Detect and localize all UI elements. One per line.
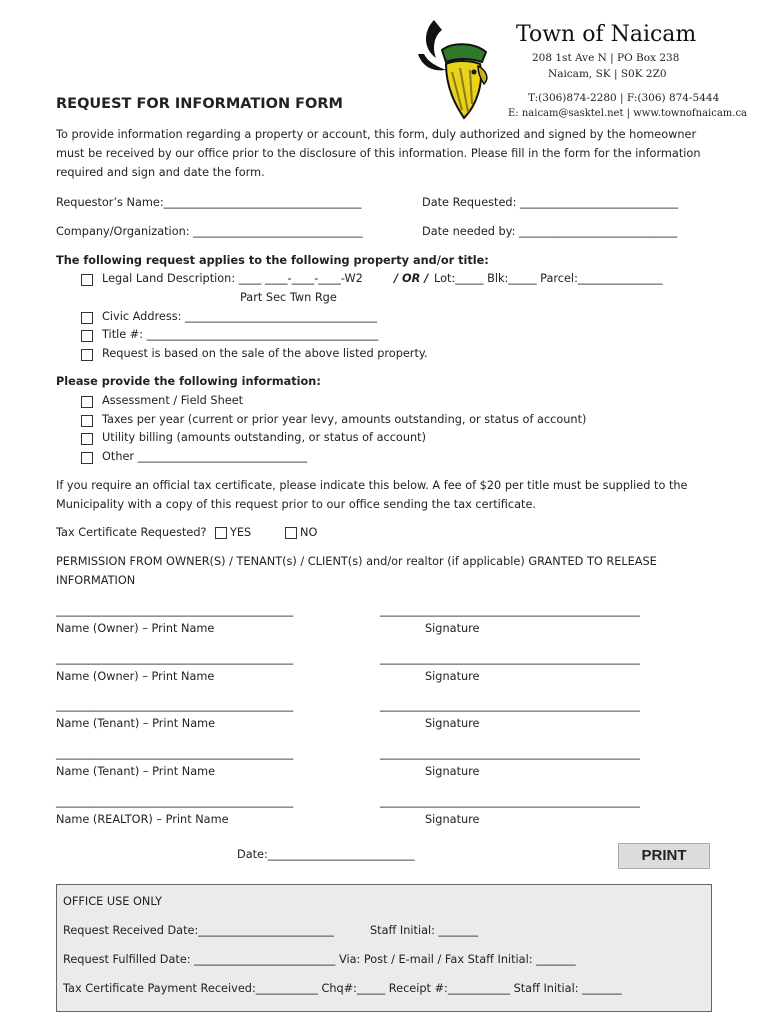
tax-certificate-no-label: NO xyxy=(300,526,318,539)
title-number-checkbox[interactable] xyxy=(81,330,93,342)
legal-land-sub-labels: Part Sec Twn Rge xyxy=(240,291,337,304)
sale-request-label: Request is based on the sale of the above listed property. xyxy=(102,347,428,360)
civic-address-field[interactable]: Civic Address: __________________________________ xyxy=(102,310,378,323)
office-use-panel xyxy=(56,884,712,1012)
owner-2-name-line[interactable]: __________________________________________ xyxy=(56,652,294,665)
signature-row-label: Name (Owner) – Print Name xyxy=(56,622,215,635)
date-needed-field[interactable]: Date needed by: ____________________________ xyxy=(422,225,678,238)
realtor-name-line[interactable]: __________________________________________ xyxy=(56,795,294,808)
date-requested-field[interactable]: Date Requested: ____________________________ xyxy=(422,196,679,209)
company-field[interactable]: Company/Organization: ______________________________ xyxy=(56,225,363,238)
signature-label: Signature xyxy=(425,813,480,826)
request-fulfilled-field[interactable]: Request Fulfilled Date: _________________________ Via: Post / E-mail / Fax Staff Initial: _______ xyxy=(63,953,576,966)
tax-certificate-line-2: Municipality with a copy of this request prior to our office sending the tax certificate. xyxy=(56,498,536,511)
phone-line: T:(306)874-2280 | F:(306) 874-5444 xyxy=(528,92,720,104)
intro-line-2: must be received by our office prior to the disclosure of this information. Please fill in the form for the information xyxy=(56,147,701,160)
tax-certificate-line-1: If you require an official tax certificate, please indicate this below. A fee of $20 per title must be supplied to the xyxy=(56,479,688,492)
signature-row-label: Name (REALTOR) – Print Name xyxy=(56,813,229,826)
other-checkbox[interactable] xyxy=(81,452,93,464)
payment-received-field[interactable]: Tax Certificate Payment Received:___________ Chq#:_____ Receipt #:___________ Staff Initial: _______ xyxy=(63,982,622,995)
permission-line-2: INFORMATION xyxy=(56,574,136,587)
utility-billing-checkbox[interactable] xyxy=(81,433,93,445)
request-section-heading: The following request applies to the following property and/or title: xyxy=(56,254,489,267)
address-line-1: 208 1st Ave N | PO Box 238 xyxy=(532,52,680,64)
or-label: / OR / xyxy=(394,272,429,285)
legal-land-checkbox[interactable] xyxy=(81,274,93,286)
email-line: E: naicam@sasktel.net | www.townofnaicam.ca xyxy=(508,108,748,119)
info-item-label: Utility billing (amounts outstanding, or status of account) xyxy=(102,431,427,444)
assessment-checkbox[interactable] xyxy=(81,396,93,408)
intro-line-3: required and sign and date the form. xyxy=(56,166,265,179)
lot-blk-parcel-field[interactable]: Lot:_____ Blk:_____ Parcel:_______________ xyxy=(434,272,663,285)
print-button[interactable]: PRINT xyxy=(618,843,710,869)
signature-row-label: Name (Tenant) – Print Name xyxy=(56,717,216,730)
signature-label: Signature xyxy=(425,622,480,635)
staff-initial-field[interactable]: Staff Initial: _______ xyxy=(370,924,479,937)
tenant-2-name-line[interactable]: __________________________________________ xyxy=(56,747,294,760)
info-item-label: Taxes per year (current or prior year levy, amounts outstanding, or status of account) xyxy=(102,413,587,426)
title-number-field[interactable]: Title #: _________________________________________ xyxy=(102,328,379,341)
tenant-signature-line[interactable]: ______________________________________________ xyxy=(380,699,640,712)
owner-name-line[interactable]: __________________________________________ xyxy=(56,604,294,617)
requestor-name-field[interactable]: Requestor’s Name:___________________________________ xyxy=(56,196,362,209)
form-title: REQUEST FOR INFORMATION FORM xyxy=(56,96,343,112)
tenant-name-line[interactable]: __________________________________________ xyxy=(56,699,294,712)
permission-line-1: PERMISSION FROM OWNER(S) / TENANT(s) / CLIENT(s) and/or realtor (if applicable) GRANTED TO RELEASE xyxy=(56,555,657,568)
info-section-heading: Please provide the following information: xyxy=(56,375,321,388)
tax-certificate-yes-checkbox[interactable] xyxy=(215,527,227,539)
legal-land-field[interactable]: Legal Land Description: ____ ____-____-____-W2 xyxy=(102,272,363,285)
owner-2-signature-line[interactable]: ______________________________________________ xyxy=(380,652,640,665)
request-received-field[interactable]: Request Received Date:________________________ xyxy=(63,924,334,937)
signature-row-label: Name (Tenant) – Print Name xyxy=(56,765,216,778)
office-use-heading: OFFICE USE ONLY xyxy=(63,895,163,908)
signature-label: Signature xyxy=(425,765,480,778)
signature-label: Signature xyxy=(425,670,480,683)
taxes-checkbox[interactable] xyxy=(81,415,93,427)
town-name: Town of Naicam xyxy=(516,22,697,47)
tax-certificate-yes-label: YES xyxy=(230,526,252,539)
tax-certificate-question: Tax Certificate Requested? xyxy=(56,526,207,539)
town-logo xyxy=(412,14,512,122)
sale-request-checkbox[interactable] xyxy=(81,349,93,361)
info-item-label: Assessment / Field Sheet xyxy=(102,394,244,407)
tax-certificate-no-checkbox[interactable] xyxy=(285,527,297,539)
tenant-2-signature-line[interactable]: ______________________________________________ xyxy=(380,747,640,760)
signature-row-label: Name (Owner) – Print Name xyxy=(56,670,215,683)
address-line-2: Naicam, SK | S0K 2Z0 xyxy=(548,68,667,80)
intro-line-1: To provide information regarding a property or account, this form, duly authorized and signed by the homeowner xyxy=(56,128,697,141)
date-field[interactable]: Date:__________________________ xyxy=(237,848,415,861)
realtor-signature-line[interactable]: ______________________________________________ xyxy=(380,795,640,808)
signature-label: Signature xyxy=(425,717,480,730)
owner-signature-line[interactable]: ______________________________________________ xyxy=(380,604,640,617)
other-field[interactable]: Other ______________________________ xyxy=(102,450,308,463)
civic-address-checkbox[interactable] xyxy=(81,312,93,324)
